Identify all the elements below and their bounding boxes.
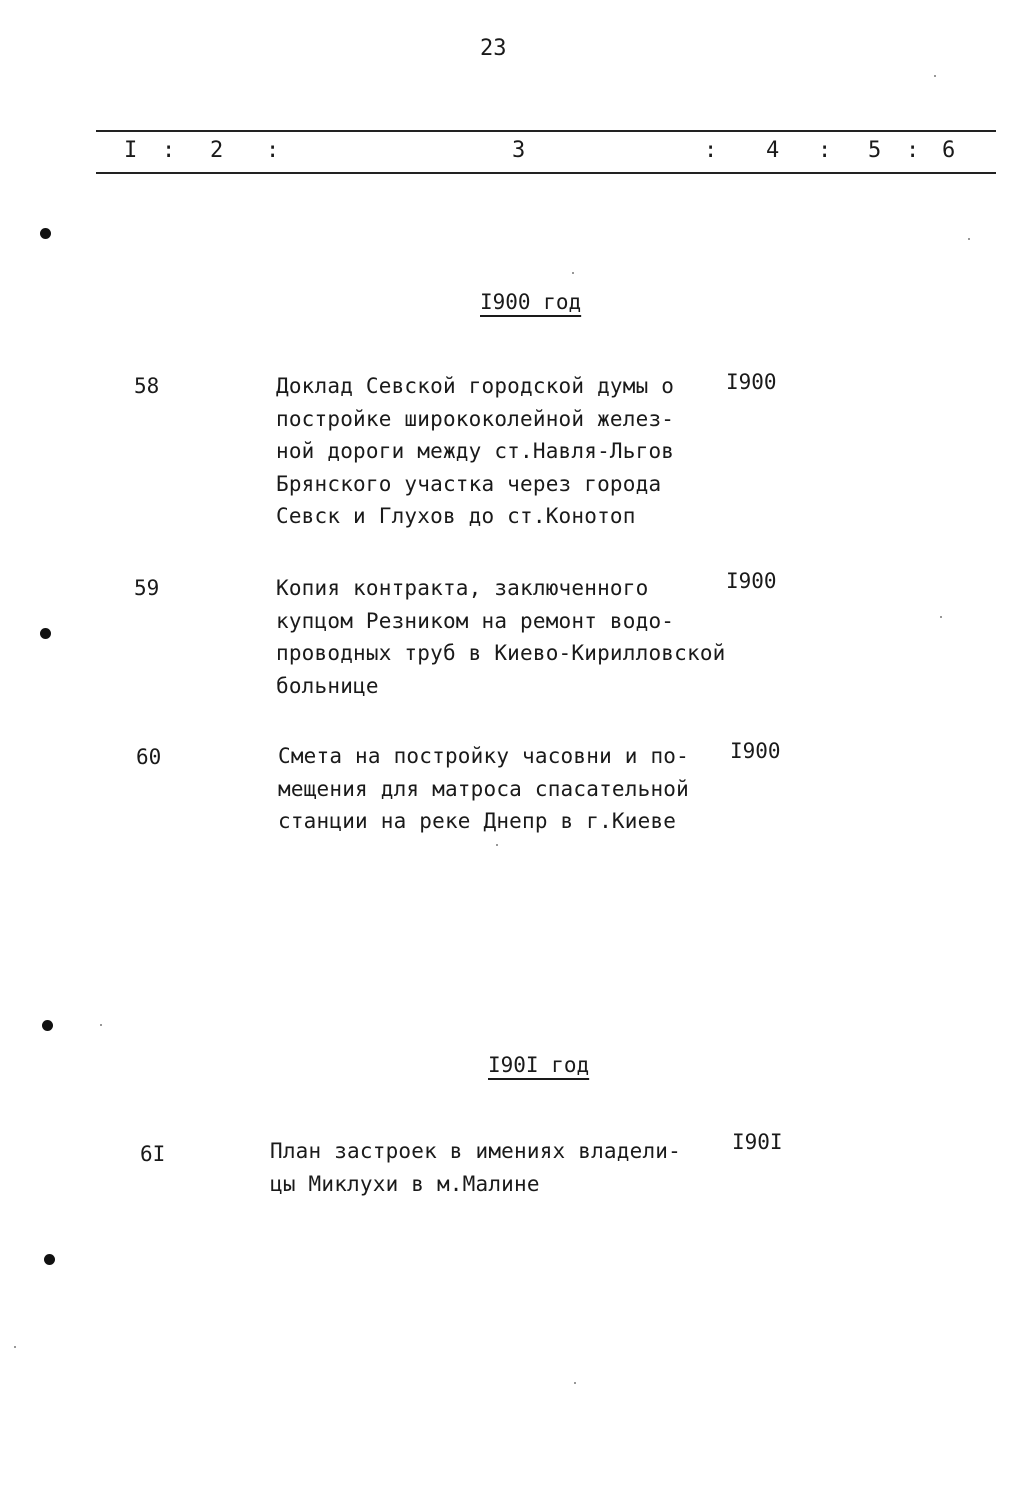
scan-speck bbox=[940, 616, 942, 618]
header-rule-top bbox=[96, 130, 996, 132]
scan-speck bbox=[934, 75, 936, 77]
header-rule-bottom bbox=[96, 172, 996, 174]
scan-speck bbox=[100, 1024, 102, 1026]
scan-speck bbox=[14, 1346, 16, 1348]
column-separator: : bbox=[906, 138, 920, 163]
column-header-4: 4 bbox=[766, 138, 780, 163]
year-heading: I900 год bbox=[480, 290, 582, 314]
scan-speck bbox=[574, 1382, 576, 1384]
entry-description: План застроек в имениях владели- цы Миклухи в м.Малине bbox=[270, 1139, 681, 1196]
column-separator: : bbox=[266, 138, 280, 163]
column-header-6: 6 bbox=[942, 138, 956, 163]
column-header-2: 2 bbox=[210, 138, 224, 163]
scan-speck bbox=[496, 844, 498, 846]
column-separator: : bbox=[162, 138, 176, 163]
binder-hole bbox=[42, 1020, 53, 1031]
scan-speck bbox=[572, 272, 574, 274]
year-heading: I90I год bbox=[488, 1053, 590, 1077]
entry-description: Копия контракта, заключенного купцом Резником на ремонт водо- проводных труб в Киево-Кирилловской больнице bbox=[276, 576, 726, 698]
entry-number: 58 bbox=[134, 374, 160, 398]
entry-year: I900 bbox=[726, 569, 777, 593]
entry-description: Смета на постройку часовни и по- мещения для матроса спасательной станции на реке Днепр в г.Киеве bbox=[278, 744, 689, 833]
binder-hole bbox=[40, 228, 51, 239]
entry-year: I900 bbox=[726, 370, 777, 394]
entry-year: I900 bbox=[730, 739, 781, 763]
entry-year: I90I bbox=[732, 1130, 783, 1154]
entry-description: Доклад Севской городской думы о постройке ширококолейной желез- ной дороги между ст.Навля-Льгов Брянского участка через города Севск и Глухов до ст.Конотоп bbox=[276, 374, 675, 528]
scan-speck bbox=[968, 238, 970, 240]
binder-hole bbox=[40, 628, 51, 639]
column-separator: : bbox=[818, 138, 832, 163]
column-header-1: I bbox=[124, 138, 138, 163]
entry-number: 60 bbox=[136, 745, 162, 769]
entry-number: 6I bbox=[140, 1142, 166, 1166]
page-number: 23 bbox=[480, 36, 507, 61]
entry-number: 59 bbox=[134, 576, 160, 600]
binder-hole bbox=[44, 1254, 55, 1265]
column-header-3: 3 bbox=[512, 138, 526, 163]
column-header-5: 5 bbox=[868, 138, 882, 163]
column-separator: : bbox=[704, 138, 718, 163]
